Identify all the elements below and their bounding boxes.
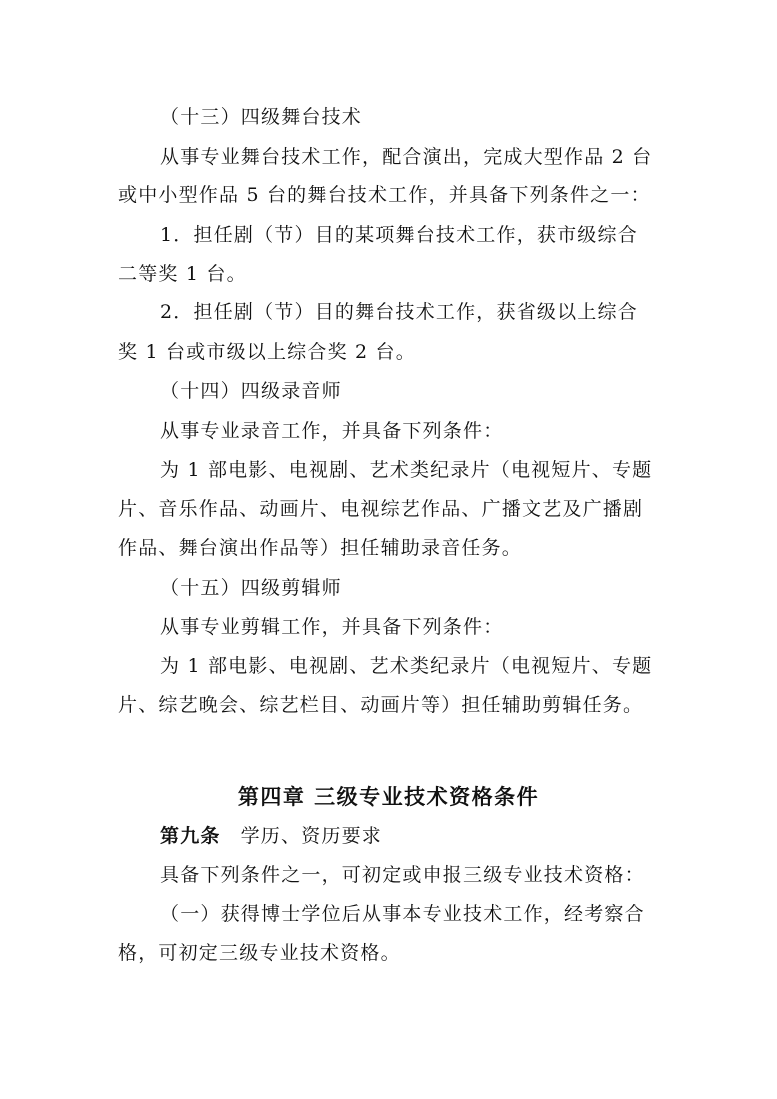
list-item-line: 2．担任剧（节）目的舞台技术工作，获省级以上综合 xyxy=(160,301,638,323)
chapter-heading: 第四章 三级专业技术资格条件 xyxy=(237,785,540,809)
section-heading-13: （十三）四级舞台技术 xyxy=(160,106,363,128)
article-title: 学历、资历要求 xyxy=(240,825,383,847)
paragraph-line: 片、音乐作品、动画片、电视综艺作品、广播文艺及广播剧 xyxy=(118,498,644,520)
paragraph-line: 从事专业录音工作，并具备下列条件： xyxy=(160,420,504,442)
paragraph-line: 或中小型作品 5 台的舞台技术工作，并具备下列条件之一： xyxy=(118,184,651,206)
section-heading-14: （十四）四级录音师 xyxy=(160,380,342,402)
paragraph-line: 作品、舞台演出作品等）担任辅助录音任务。 xyxy=(118,537,523,559)
article-heading xyxy=(160,824,382,848)
list-item-line: 二等奖 1 台。 xyxy=(118,263,247,285)
list-item-line: 奖 1 台或市级以上综合奖 2 台。 xyxy=(118,341,416,363)
article-label: 第九条 xyxy=(160,825,221,847)
paragraph-line: 片、综艺晚会、综艺栏目、动画片等）担任辅助剪辑任务。 xyxy=(118,694,644,716)
section-heading-15: （十五）四级剪辑师 xyxy=(160,577,342,599)
paragraph-line: 从事专业剪辑工作，并具备下列条件： xyxy=(160,616,504,638)
paragraph-line: （一）获得博士学位后从事本专业技术工作，经考察合 xyxy=(160,903,645,925)
paragraph-line: 从事专业舞台技术工作，配合演出，完成大型作品 2 台 xyxy=(160,146,653,168)
paragraph-line: 具备下列条件之一，可初定或申报三级专业技术资格： xyxy=(160,864,645,886)
paragraph-line: 为 1 部电影、电视剧、艺术类纪录片（电视短片、专题 xyxy=(160,655,653,677)
paragraph-line: 为 1 部电影、电视剧、艺术类纪录片（电视短片、专题 xyxy=(160,459,653,481)
list-item-line: 1．担任剧（节）目的某项舞台技术工作，获市级综合 xyxy=(160,224,638,246)
paragraph-line: 格，可初定三级专业技术资格。 xyxy=(118,942,401,964)
